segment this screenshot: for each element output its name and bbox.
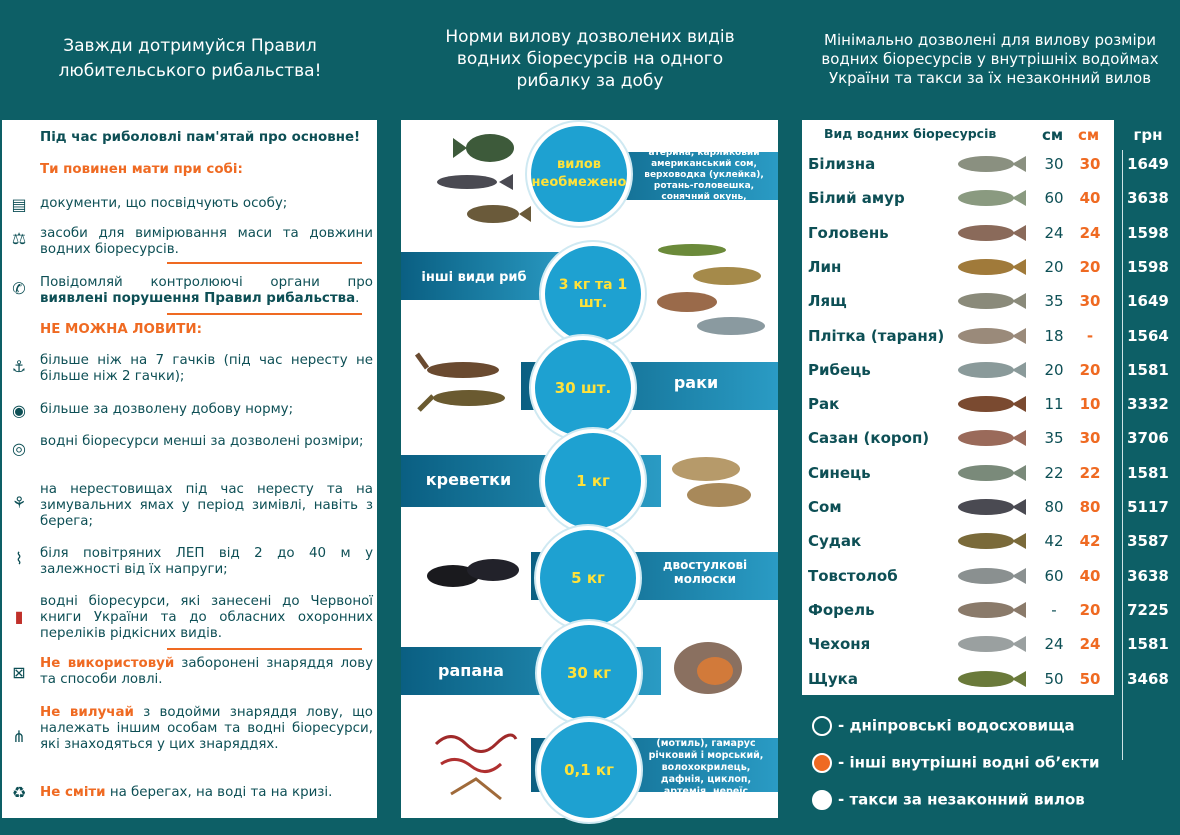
header-left-text: Завжди дотримуйся Правил любительського рибальства! (58, 36, 322, 81)
species-fish-icon (952, 528, 1028, 554)
size-reservoirs: 60 (1044, 566, 1064, 585)
tape-measure-icon: ◎ (12, 439, 26, 458)
rule-report-text: Повідомляй контролюючі органи про (40, 275, 373, 290)
species-name: Сазан (короп) (808, 429, 930, 448)
species-name: Сом (808, 498, 842, 516)
species-fish-icon (952, 631, 1028, 657)
fine-value: 3468 (1127, 669, 1169, 688)
catch-norms-panel (401, 120, 778, 818)
table-row (802, 216, 1114, 250)
size-reservoirs: 24 (1044, 223, 1064, 242)
rule-no-litter-bold: Не сміти (40, 785, 106, 800)
rule-others-gear (40, 705, 373, 753)
rapana-shell-icon (663, 633, 753, 703)
table-row (802, 559, 1114, 593)
size-other-waters: 30 (1079, 292, 1101, 311)
red-book-icon: ▮ (14, 607, 24, 626)
fine-value: 1581 (1127, 360, 1169, 379)
fine-value: 1581 (1127, 463, 1169, 482)
norm-band-other-fish (401, 240, 778, 330)
norm-species-list: личинки хірономід (мотиль), гамарус річковий і морський, волохокрилець, дафнія, циклоп, артемія, нереїс (648, 726, 764, 797)
table-row (802, 593, 1114, 627)
cannot-heading: НЕ МОЖНА ЛОВИТИ: (40, 322, 202, 337)
table-row (802, 387, 1114, 421)
header-right-text: Мінімально дозволені для вилову розміри водних біоресурсів у внутрішніх водоймах України та такси за їх незаконний вилов (821, 30, 1159, 87)
rule-daily-norm: більше за дозволену добову норму; (40, 402, 294, 417)
norm-circle: вилов необмежено (527, 122, 631, 226)
species-fish-icon (952, 288, 1028, 314)
rule-measuring: засоби для вимірювання маси та довжини водних біоресурсів. (40, 226, 373, 257)
header-right (800, 0, 1180, 118)
size-other-waters: 20 (1079, 360, 1101, 379)
norm-label: креветки (425, 470, 512, 489)
legend-reservoirs (812, 716, 1075, 736)
size-other-waters: 50 (1079, 669, 1101, 688)
fish-group-icon (647, 240, 777, 340)
crayfish-icon (413, 348, 523, 418)
species-name: Щука (808, 669, 858, 688)
species-fish-icon (952, 185, 1028, 211)
size-reservoirs: 42 (1044, 532, 1064, 551)
net-icon: ⊠ (12, 663, 26, 682)
size-other-waters: 42 (1079, 532, 1101, 551)
divider (167, 313, 362, 315)
size-other-waters: 20 (1079, 600, 1101, 619)
species-name: Головень (808, 223, 889, 242)
species-fish-icon (952, 220, 1028, 246)
legend-fines (812, 790, 1085, 810)
fine-value: 1649 (1127, 292, 1169, 311)
species-name: Форель (808, 600, 875, 619)
size-other-waters: 20 (1079, 257, 1101, 276)
size-reservoirs: - (1051, 600, 1057, 619)
col-cm-other: см (1078, 126, 1100, 144)
species-fish-icon (952, 666, 1028, 692)
norm-label: двостулкові молюски (662, 558, 748, 586)
size-other-waters: 10 (1079, 395, 1101, 414)
size-other-waters: 80 (1079, 498, 1101, 516)
divider (167, 648, 362, 650)
table-row (802, 490, 1114, 524)
norm-label: інші види риб (421, 270, 527, 285)
size-reservoirs: 20 (1044, 257, 1064, 276)
small-fish-icon (415, 126, 535, 236)
norm-circle: 3 кг та 1 шт. (541, 242, 645, 346)
fine-value: 3638 (1127, 189, 1169, 208)
col-cm-reservoirs: см (1042, 126, 1064, 144)
species-fish-icon (952, 425, 1028, 451)
rule-others-gear-bold: Не вилучай (40, 705, 134, 720)
species-name: Лин (808, 257, 842, 276)
species-name: Лящ (808, 292, 847, 311)
size-reservoirs: 30 (1044, 155, 1064, 173)
legend-fines-text: - такси за незаконний вилов (838, 790, 1085, 809)
norm-circle: 30 кг (537, 621, 641, 725)
species-name: Чехоня (808, 635, 871, 654)
species-fish-icon (952, 563, 1028, 589)
species-name: Товстолоб (808, 566, 898, 585)
legend-other-waters (812, 753, 1100, 773)
size-other-waters: 40 (1079, 566, 1101, 585)
size-reservoirs: 60 (1044, 189, 1064, 208)
rule-report-bold: виявлені порушення Правил рибальства (40, 291, 356, 306)
rule-red-book: водні біоресурси, які занесені до Червоної книги України та до обласних охоронних переліків рідкісних видів. (40, 594, 373, 641)
spawning-fish-icon: ⚘ (11, 493, 27, 512)
size-reservoirs: 11 (1044, 395, 1064, 414)
table-row (802, 181, 1114, 215)
table-row (802, 524, 1114, 558)
size-other-waters: 30 (1079, 429, 1101, 448)
fine-value: 3638 (1127, 566, 1169, 585)
rule-forbidden-gear-text: заборонені знаряддя лову та способи ловлі. (40, 656, 374, 687)
shrimp-icon (661, 441, 761, 521)
species-fish-icon (952, 357, 1028, 383)
size-other-waters: 30 (1079, 155, 1101, 173)
header-left (10, 0, 370, 118)
document-icon: ▤ (11, 195, 27, 214)
species-name: Рак (808, 395, 840, 414)
species-name: Білизна (808, 155, 876, 173)
power-line-icon: ⌇ (15, 549, 23, 568)
col-species: Вид водних біоресурсів (824, 126, 997, 141)
table-row (802, 147, 1114, 181)
fishing-net-icon: ⋔ (12, 727, 26, 746)
norm-band-mussels (401, 530, 778, 620)
table-row (802, 662, 1114, 696)
rule-min-size: водні біоресурси менші за дозволені розміри; (40, 434, 364, 449)
norm-band-crayfish (401, 340, 778, 430)
table-row (802, 250, 1114, 284)
species-fish-icon (952, 323, 1028, 349)
fine-value: 1598 (1127, 223, 1169, 242)
rule-forbidden-gear (40, 656, 373, 688)
fine-value: 7225 (1127, 600, 1169, 619)
scale-icon: ⚖ (11, 229, 27, 248)
fine-value: 5117 (1127, 498, 1169, 516)
rule-others-gear-text: з водойми знаряддя лову, що належать іншим особам та водні біоресурси, які знаходяться у цих знаряддях. (40, 705, 373, 752)
norm-label: раки (673, 373, 719, 392)
size-reservoirs: 20 (1044, 360, 1064, 379)
hook-icon: ⚓ (11, 357, 27, 376)
table-row (802, 421, 1114, 455)
species-name: Плітка (тараня) (808, 326, 945, 345)
table-row (802, 353, 1114, 387)
size-other-waters: 22 (1079, 463, 1101, 482)
size-reservoirs: 18 (1044, 326, 1064, 345)
species-fish-icon (952, 254, 1028, 280)
rule-documents: документи, що посвідчують особу; (40, 196, 288, 211)
norm-band-rapana (401, 625, 778, 715)
trash-icon: ♻ (11, 783, 27, 802)
rule-hooks: більше ніж на 7 гачків (під час нересту не більше ніж 2 гачки); (40, 353, 373, 384)
divider (167, 262, 362, 264)
size-reservoirs: 35 (1044, 292, 1064, 311)
table-row (802, 284, 1114, 318)
rules-panel (2, 120, 377, 818)
rule-power-lines: біля повітряних ЛЕП від 2 до 40 м у залежності від їх напруги; (40, 546, 373, 577)
size-other-waters: 40 (1079, 189, 1101, 208)
size-other-waters: - (1086, 326, 1094, 345)
rule-forbidden-gear-bold: Не використовуй (40, 656, 175, 671)
fish-icon: ◉ (12, 401, 26, 420)
size-reservoirs: 80 (1044, 498, 1064, 516)
fine-value: 1649 (1127, 155, 1169, 173)
norm-circle: 5 кг (536, 526, 640, 630)
species-fish-icon (952, 151, 1028, 177)
mussel-icon (423, 546, 523, 606)
norm-band-unlimited (401, 130, 778, 224)
legend-other-waters-text: - інші внутрішні водні об’єкти (838, 753, 1100, 772)
fine-value: 1581 (1127, 635, 1169, 654)
species-fish-icon (952, 597, 1028, 623)
norm-circle: 0,1 кг (537, 718, 641, 822)
fine-value: 3706 (1127, 429, 1169, 448)
size-reservoirs: 22 (1044, 463, 1064, 482)
norm-band-shrimp (401, 435, 778, 525)
table-row (802, 319, 1114, 353)
fine-value: 1564 (1127, 326, 1169, 345)
size-reservoirs: 35 (1044, 429, 1064, 448)
col-uah: грн (1133, 126, 1163, 144)
species-fish-icon (952, 391, 1028, 417)
size-reservoirs: 50 (1044, 669, 1064, 688)
norm-circle: 1 кг (541, 429, 645, 533)
rule-report (40, 275, 373, 307)
orange-dot-icon (812, 753, 832, 773)
rule-report-end: . (355, 291, 360, 306)
rule-spawning: на нерестовищах під час нересту та на зимувальних ямах у період зимівлі, навіть з берега; (40, 482, 373, 529)
table-row (802, 627, 1114, 661)
species-fish-icon (952, 494, 1028, 520)
species-name: Синець (808, 463, 871, 482)
species-fish-icon (952, 460, 1028, 486)
size-reservoirs: 24 (1044, 635, 1064, 654)
must-have-heading: Ти повинен мати при собі: (40, 162, 243, 177)
norm-label: рапана (438, 661, 504, 680)
fine-value: 3332 (1127, 395, 1169, 414)
size-other-waters: 24 (1079, 635, 1101, 654)
white-dot-icon (812, 790, 832, 810)
table-row (802, 456, 1114, 490)
size-other-waters: 24 (1079, 223, 1101, 242)
species-name: Білий амур (808, 189, 905, 208)
header-middle (420, 0, 760, 118)
norm-circle: 30 шт. (531, 336, 635, 440)
rules-intro: Під час риболовлі пам'ятай про основне! (40, 130, 361, 145)
rule-no-litter-text: на берегах, на воді та на кризі. (105, 785, 333, 800)
rule-no-litter (40, 785, 373, 801)
species-name: Судак (808, 532, 862, 551)
legend-reservoirs-text: - дніпровські водосховища (838, 716, 1075, 735)
phone-icon: ✆ (12, 279, 26, 298)
size-table (802, 120, 1114, 695)
header-middle-text: Норми вилову дозволених видів водних біоресурсів на одного рибалку за добу (445, 27, 735, 91)
norm-species-list: атерина, карликовий американський сом, верховодка (уклейка), ротань-головешка, сонячний окунь, чебачок амурський, тюлька (644, 148, 764, 224)
white-outline-dot-icon (812, 716, 832, 736)
fine-value: 3587 (1127, 532, 1169, 551)
norm-band-larvae (401, 720, 778, 810)
bloodworm-icon (431, 724, 521, 814)
fine-value: 1598 (1127, 257, 1169, 276)
species-name: Рибець (808, 360, 871, 379)
